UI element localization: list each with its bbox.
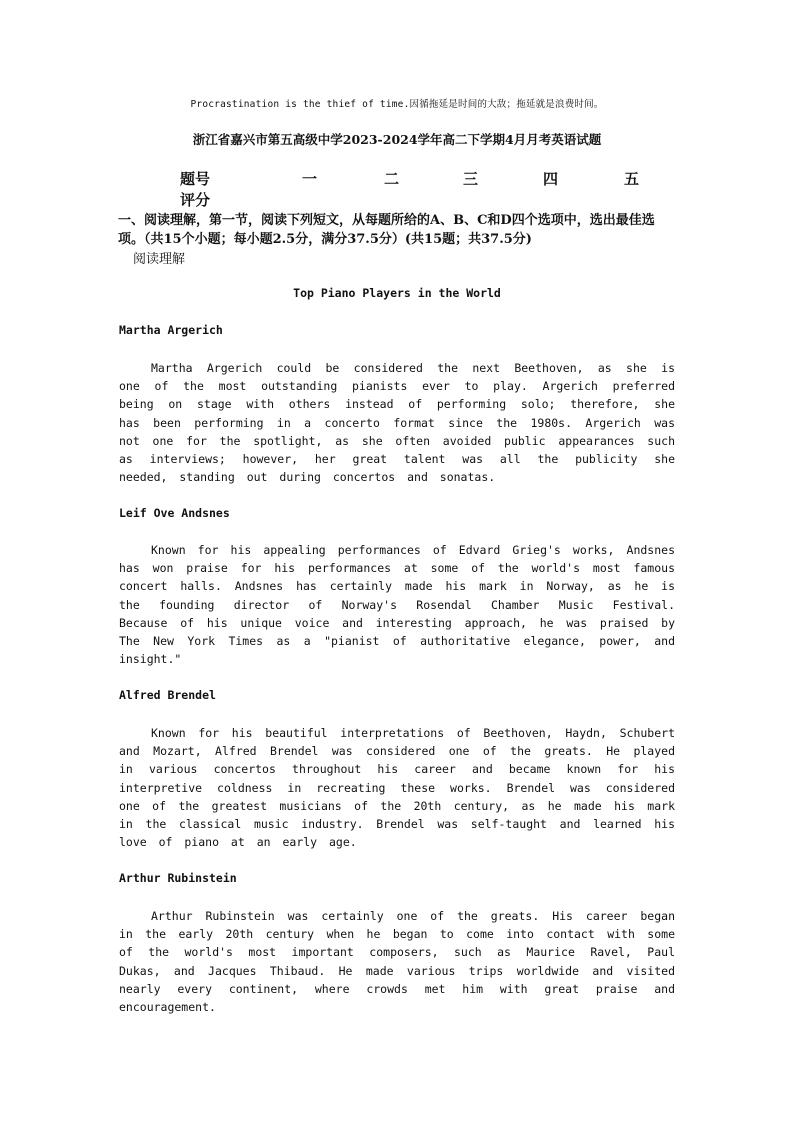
score-label: 评分: [180, 191, 211, 209]
section-subheading: 阅读理解: [133, 252, 186, 267]
header-motto: Procrastination is the thief of time.因循拖延是时间的大敌；拖延就是浪费时间。: [190, 99, 604, 110]
pianist-name: Alfred Brendel: [119, 688, 216, 702]
exam-title: 浙江省嘉兴市第五高级中学2023-2024学年高二下学期4月月考英语试题: [192, 132, 602, 147]
score-column-4: 四: [543, 170, 559, 188]
passage-title: Top Piano Players in the World: [293, 286, 501, 300]
section-heading: 一、阅读理解，第一节，阅读下列短文，从每题所给的A、B、C和D四个选项中，选出最佳选项。（共15个小题；每小题2.5分，满分37.5分）(共15题；共37.5分): [118, 213, 655, 247]
pianist-paragraph: Martha Argerich could be considered the next Beethoven, as she is one of the most outstanding pianists ever to play. Argerich preferred being on stage with others instead of performing solo; therefore, she has been performing in a concerto format since the 1980s. Argerich was not one for the spotlight, as she often avoided public appearances such as interviews; however, her great talent was all the publicity she needed, standing out during concertos and sonatas.: [119, 361, 675, 485]
score-column-3: 三: [463, 170, 479, 188]
score-column-2: 二: [384, 170, 400, 188]
pianist-paragraph: Arthur Rubinstein was certainly one of the greats. His career began in the early 20th century when he began to come into contact with some of the world's most important composers, such as Maurice Ravel, Paul Dukas, and Jacques Thibaud. He made various trips worldwide and visited nearly every continent, where crowds met him with great praise and encouragement.: [119, 909, 675, 1015]
pianist-name: Leif Ove Andsnes: [119, 506, 230, 520]
score-table: [180, 168, 650, 190]
score-column-5: 五: [624, 170, 640, 188]
score-row-question-numbers: [180, 168, 650, 190]
score-row-label: 题号: [180, 170, 211, 188]
score-column-1: 一: [302, 170, 318, 188]
pianist-paragraph: Known for his beautiful interpretations of Beethoven, Haydn, Schubert and Mozart, Alfred Brendel was considered one of the greats. He played in various concertos throughout his career and became known for his interpretive coldness in recreating these works. Brendel was considered one of the greatest musicians of the 20th century, as he made his mark in the classical music industry. Brendel was self-taught and learned his love of piano at an early age.: [119, 726, 675, 850]
pianist-name: Martha Argerich: [119, 323, 223, 337]
pianist-paragraph: Known for his appealing performances of Edvard Grieg's works, Andsnes has won praise for his performances at some of the world's most famous concert halls. Andsnes has certainly made his mark in Norway, as he is the founding director of Norway's Rosendal Chamber Music Festival. Because of his unique voice and interesting approach, he was praised by The New York Times as a "pianist of authoritative elegance, power, and insight.": [119, 543, 675, 667]
pianist-name: Arthur Rubinstein: [119, 871, 237, 885]
